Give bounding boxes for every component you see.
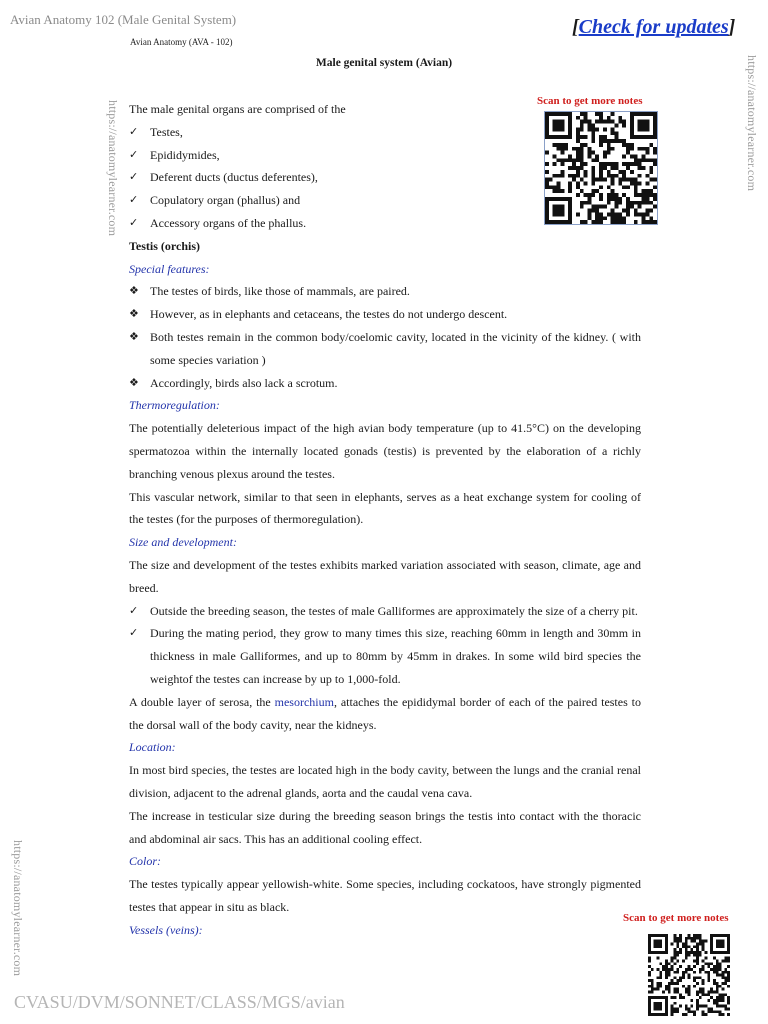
check-mark-icon: ✓ xyxy=(129,170,139,184)
watermark-url-left-bottom: https://anatomylearner.com xyxy=(11,840,25,977)
check-mark-icon: ✓ xyxy=(129,124,139,138)
four-diamond-bullet-icon: ❖ xyxy=(129,329,139,343)
document-body xyxy=(129,98,641,941)
list-item: ✓ Deferent ducts (ductus deferentes), xyxy=(129,166,641,189)
header-tab-title: Avian Anatomy 102 (Male Genital System) xyxy=(10,12,237,27)
check-mark-icon: ✓ xyxy=(129,603,139,617)
check-mark-icon: ✓ xyxy=(129,626,139,640)
paragraph-thermo-1: The potentially deleterious impact of the high avian body temperature (up to 41.5°C) on the developing spermatozoa within the internally located gonads (testis) is prevented by the elaboration of a richly branching venous plexus around the testes. xyxy=(129,421,641,481)
section-heading-testis: Testis (orchis) xyxy=(129,238,201,253)
scan-label-bottom: Scan to get more notes xyxy=(623,912,729,924)
check-updates-badge[interactable] xyxy=(572,16,735,39)
subheading-color: Color: xyxy=(129,854,162,869)
header-subtitle: Avian Anatomy (AVA - 102) xyxy=(130,37,233,47)
check-updates-link[interactable]: Check for updates xyxy=(578,16,729,38)
footer-watermark: CVASU/DVM/SONNET/CLASS/MGS/avian xyxy=(14,992,345,1012)
list-item: ✓ Outside the breeding season, the testes of male Galliformes are approximately the size of a cherry pit. xyxy=(129,600,641,623)
four-diamond-bullet-icon: ❖ xyxy=(129,307,139,321)
subheading-thermoregulation: Thermoregulation: xyxy=(129,398,220,413)
intro-text: The male genital organs are comprised of the xyxy=(129,102,346,116)
paragraph-thermo-2: This vascular network, similar to that seen in elephants, serves as a heat exchange system for cooling of the testes (for the purposes of thermoregulation). xyxy=(129,489,641,527)
list-item: ❖ Accordingly, birds also lack a scrotum. xyxy=(129,372,641,395)
list-item: ❖ The testes of birds, like those of mammals, are paired. xyxy=(129,280,641,303)
four-diamond-bullet-icon: ❖ xyxy=(129,375,139,389)
paragraph-location-1: In most bird species, the testes are located high in the body cavity, between the lungs and the cranial renal division, adjacent to the adrenal glands, aorta and the caudal vena cava. xyxy=(129,763,641,800)
check-mark-icon: ✓ xyxy=(129,215,139,229)
document-title: Male genital system (Avian) xyxy=(315,57,453,69)
list-item: ✓ Testes, xyxy=(129,121,641,144)
scan-label-top: Scan to get more notes xyxy=(537,95,643,107)
list-item: ✓ Accessory organs of the phallus. xyxy=(129,212,641,235)
paragraph-size-1: The size and development of the testes exhibits marked variation associated with season, climate, age and breed. xyxy=(129,557,641,595)
paragraph-color-1: The testes typically appear yellowish-white. Some species, including cockatoos, have strongly pigmented testes that appear in situ as black. xyxy=(129,877,641,914)
qr-code-icon[interactable] xyxy=(648,934,730,1016)
list-item: ✓ Copulatory organ (phallus) and xyxy=(129,189,641,212)
subheading-special-features: Special features: xyxy=(129,261,210,276)
list-item: ✓ Epididymides, xyxy=(129,144,641,167)
term-mesorchium: mesorchium xyxy=(274,694,334,709)
paragraph-mesorchium: A double layer of serosa, the mesorchium, attaches the epididymal border of each of the paired testes to the dorsal wall of the body cavity, near the kidneys. xyxy=(129,694,641,732)
paragraph-location-2: The increase in testicular size during the breeding season brings the testis into contact with the thoracic and abdominal air sacs. This has an additional cooling effect. xyxy=(129,808,641,846)
list-item: ❖ Both testes remain in the common body/coelomic cavity, located in the vicinity of the kidney. ( with some species variation ) xyxy=(129,326,641,372)
subheading-location: Location: xyxy=(129,740,176,755)
subheading-size-development: Size and development: xyxy=(129,535,237,550)
watermark-url-right: https://anatomylearner.com xyxy=(745,55,759,192)
check-mark-icon: ✓ xyxy=(129,193,139,207)
bracket-open: [ xyxy=(572,16,579,38)
check-mark-icon: ✓ xyxy=(129,147,139,161)
subheading-vessels: Vessels (veins): xyxy=(129,922,203,937)
list-item: ❖ However, as in elephants and cetaceans, the testes do not undergo descent. xyxy=(129,303,641,326)
bracket-close: ] xyxy=(728,16,736,38)
four-diamond-bullet-icon: ❖ xyxy=(129,284,139,298)
watermark-url-left: https://anatomylearner.com xyxy=(106,100,120,237)
list-item: ✓ During the mating period, they grow to many times this size, reaching 60mm in length and 30mm in thickness in male Galliformes, and up to 80mm by 45mm in drakes. In some wild bird species the weightof the testes can increase by up to 1,000-fold. xyxy=(129,622,641,690)
